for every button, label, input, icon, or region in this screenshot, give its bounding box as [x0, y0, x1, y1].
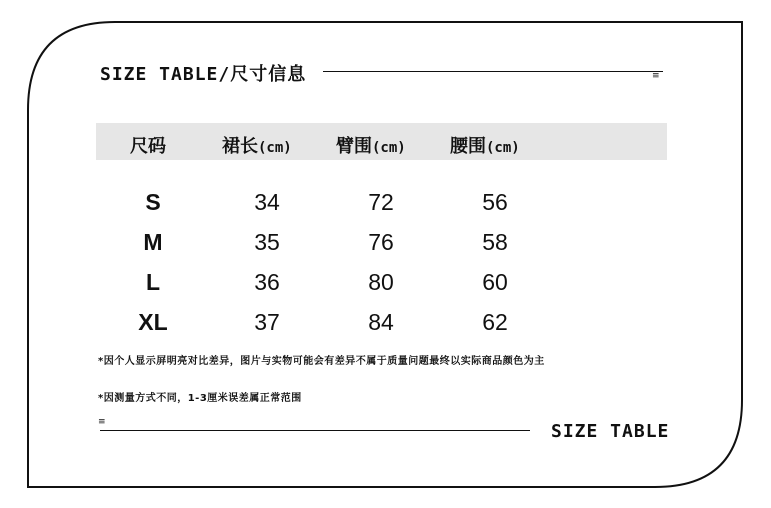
menu-lines-icon: ≡ — [652, 71, 660, 81]
header-divider — [323, 71, 663, 72]
menu-lines-icon: ≡ — [98, 417, 106, 427]
table-cell-waist: 60 — [482, 269, 508, 295]
table-cell-size: XL — [138, 309, 168, 335]
table-cell-length: 36 — [254, 269, 280, 295]
table-cell-waist: 56 — [482, 189, 508, 215]
table-cell-size: L — [145, 269, 161, 295]
footer-divider — [100, 430, 530, 431]
column-header-waist: 腰围(cm) — [450, 136, 520, 157]
column-header-arm: 臂围(cm) — [336, 136, 406, 157]
column-header-size: 尺码 — [130, 136, 166, 157]
table-cell-length: 37 — [254, 309, 280, 335]
table-cell-waist: 58 — [482, 229, 508, 255]
table-cell-size: M — [143, 229, 163, 255]
note-display-difference: *因个人显示屏明亮对比差异，图片与实物可能会有差异不属于质量问题最终以实际商品颜色为主 — [98, 356, 545, 367]
table-cell-arm: 80 — [368, 269, 394, 295]
table-cell-arm: 72 — [368, 189, 394, 215]
footer-title: SIZE TABLE — [551, 421, 670, 442]
table-cell-length: 34 — [254, 189, 280, 215]
table-cell-length: 35 — [254, 229, 280, 255]
table-cell-size: S — [145, 189, 161, 215]
column-header-length: 裙长(cm) — [222, 136, 292, 157]
table-cell-waist: 62 — [482, 309, 508, 335]
table-cell-arm: 76 — [368, 229, 394, 255]
table-cell-arm: 84 — [368, 309, 394, 335]
note-measurement-error: *因测量方式不同，1-3厘米误差属正常范围 — [98, 393, 302, 404]
size-table-title: SIZE TABLE/尺寸信息 — [100, 64, 307, 85]
